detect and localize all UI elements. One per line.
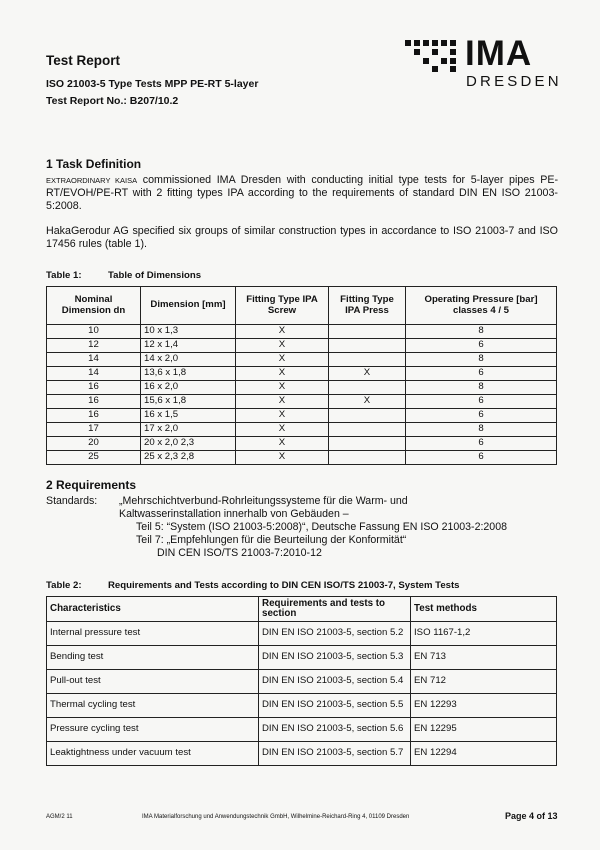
table-cell: X — [236, 325, 329, 339]
table-cell: DIN EN ISO 21003-5, section 5.4 — [259, 670, 411, 694]
table-cell: 15,6 x 1,8 — [141, 395, 236, 409]
table-cell: X — [236, 353, 329, 367]
col-characteristics: Characteristics — [47, 597, 259, 622]
table-cell — [329, 437, 406, 451]
table-row — [47, 395, 557, 409]
table-row — [47, 339, 557, 353]
report-number: Test Report No.: B207/10.2 — [46, 95, 179, 107]
table-cell: EN 713 — [411, 646, 557, 670]
table-cell: DIN EN ISO 21003-5, section 5.6 — [259, 718, 411, 742]
table-cell: 16 — [47, 409, 141, 423]
table-row — [47, 353, 557, 367]
table-cell: X — [329, 367, 406, 381]
col-requirements: Requirements and tests to section — [259, 597, 411, 622]
report-subtitle: ISO 21003-5 Type Tests MPP PE-RT 5-layer — [46, 78, 259, 90]
table-cell: EN 12293 — [411, 694, 557, 718]
table-cell: 20 — [47, 437, 141, 451]
table-cell: 20 x 2,0 2,3 — [141, 437, 236, 451]
dimensions-table — [46, 286, 557, 465]
table-cell: 8 — [406, 381, 557, 395]
table-row — [47, 670, 557, 694]
table-cell: 14 — [47, 367, 141, 381]
table-cell: DIN EN ISO 21003-5, section 5.5 — [259, 694, 411, 718]
section-1-paragraph-1 — [46, 174, 558, 213]
table-cell: X — [236, 451, 329, 465]
table-cell: X — [236, 437, 329, 451]
table-cell: 16 — [47, 395, 141, 409]
table-cell: 8 — [406, 325, 557, 339]
table-row — [47, 646, 557, 670]
table-2-label: Table 2: — [46, 580, 82, 591]
table-row — [47, 367, 557, 381]
paragraph-1-text: commissioned IMA Dresden with conducting initial type tests for 5-layer pipes PE-RT/EVOH/PE-RT with 2 fitting types IPA according to the requirements of standard DIN EN ISO 21003-5:2008. — [46, 174, 559, 212]
col-fitting-screw: Fitting Type IPA Screw — [236, 287, 329, 325]
section-1-paragraph-2: HakaGerodur AG specified six groups of similar construction types in accordance to ISO 21003-7 and ISO 17456 rules (table 1). — [46, 225, 558, 250]
table-cell: 6 — [406, 367, 557, 381]
standard-line-2: Kaltwasserinstallation innerhalb von Gebäuden – — [119, 508, 349, 520]
table-cell — [329, 339, 406, 353]
table-cell: 6 — [406, 395, 557, 409]
table-row — [47, 381, 557, 395]
table-cell: Pressure cycling test — [47, 718, 259, 742]
table-row — [47, 694, 557, 718]
col-nominal-dimension: Nominal Dimension dn — [47, 287, 141, 325]
table-cell: X — [329, 395, 406, 409]
section-1-heading: 1 Task Definition — [46, 157, 142, 171]
footer-code: AGM/2 11 — [46, 814, 73, 820]
table-cell: X — [236, 395, 329, 409]
logo-dresden-text: DRESDEN — [466, 73, 562, 90]
table-cell: X — [236, 339, 329, 353]
table-row — [47, 742, 557, 766]
table-cell: 16 x 1,5 — [141, 409, 236, 423]
standards-label: Standards: — [46, 495, 98, 507]
table-cell: Internal pressure test — [47, 622, 259, 646]
table-cell: ISO 1167-1,2 — [411, 622, 557, 646]
col-test-methods: Test methods — [411, 597, 557, 622]
table-cell — [329, 409, 406, 423]
table-cell: DIN EN ISO 21003-5, section 5.7 — [259, 742, 411, 766]
table-cell: X — [236, 409, 329, 423]
table-2-title: Requirements and Tests according to DIN CEN ISO/TS 21003-7, System Tests — [108, 580, 460, 591]
footer-address: IMA Materialforschung und Anwendungstechnik GmbH, Wilhelmine-Reichard-Ring 4, 01109 Dresden — [142, 814, 410, 820]
logo-ima-text: IMA — [465, 34, 533, 73]
table-cell: 13,6 x 1,8 — [141, 367, 236, 381]
standard-line-1: „Mehrschichtverbund-Rohrleitungssysteme für die Warm- und — [119, 495, 408, 507]
table-cell: 10 x 1,3 — [141, 325, 236, 339]
table-cell — [329, 381, 406, 395]
table-cell: 12 x 1,4 — [141, 339, 236, 353]
table-row — [47, 423, 557, 437]
table-cell — [329, 451, 406, 465]
standard-line-4: Teil 7: „Empfehlungen für die Beurteilung der Konformität“ — [136, 534, 407, 546]
table-cell: 8 — [406, 423, 557, 437]
table-row — [47, 325, 557, 339]
table-row — [47, 718, 557, 742]
table-cell: 6 — [406, 339, 557, 353]
company-name: EXTRAORDINARY KAISA — [46, 176, 138, 185]
table-cell — [329, 423, 406, 437]
table-1-title: Table of Dimensions — [108, 270, 202, 281]
table-cell: 8 — [406, 353, 557, 367]
table-cell: DIN EN ISO 21003-5, section 5.2 — [259, 622, 411, 646]
table-cell: 16 — [47, 381, 141, 395]
table-cell: 14 — [47, 353, 141, 367]
table-row — [47, 409, 557, 423]
col-dimension: Dimension [mm] — [141, 287, 236, 325]
table-cell: 6 — [406, 451, 557, 465]
table-cell: 16 x 2,0 — [141, 381, 236, 395]
table-cell: 25 — [47, 451, 141, 465]
requirements-table-body — [47, 622, 557, 766]
table-cell: Bending test — [47, 646, 259, 670]
dimensions-table-body — [47, 325, 557, 465]
table-cell: 17 — [47, 423, 141, 437]
table-cell: 14 x 2,0 — [141, 353, 236, 367]
table-cell: EN 12294 — [411, 742, 557, 766]
table-cell: DIN EN ISO 21003-5, section 5.3 — [259, 646, 411, 670]
table-cell: EN 12295 — [411, 718, 557, 742]
standard-line-3: Teil 5: “System (ISO 21003-5:2008)“, Deutsche Fassung EN ISO 21003-2:2008 — [136, 521, 507, 533]
report-title: Test Report — [46, 53, 121, 68]
table-cell: Leaktightness under vacuum test — [47, 742, 259, 766]
table-cell — [329, 353, 406, 367]
ima-logo-squares-icon — [405, 40, 463, 72]
table-cell: 12 — [47, 339, 141, 353]
col-fitting-press: Fitting Type IPA Press — [329, 287, 406, 325]
table-cell: X — [236, 367, 329, 381]
table-row — [47, 437, 557, 451]
table-cell: 17 x 2,0 — [141, 423, 236, 437]
table-cell: X — [236, 381, 329, 395]
section-2-heading: 2 Requirements — [46, 478, 137, 492]
table-row — [47, 622, 557, 646]
table-cell: 25 x 2,3 2,8 — [141, 451, 236, 465]
table-cell: 6 — [406, 437, 557, 451]
table-cell — [329, 325, 406, 339]
table-cell: 10 — [47, 325, 141, 339]
page-number: Page 4 of 13 — [505, 811, 558, 821]
requirements-table — [46, 596, 557, 766]
table-cell: Thermal cycling test — [47, 694, 259, 718]
table-cell: Pull-out test — [47, 670, 259, 694]
table-cell: EN 712 — [411, 670, 557, 694]
table-row — [47, 451, 557, 465]
table-1-label: Table 1: — [46, 270, 82, 281]
col-operating-pressure: Operating Pressure [bar] classes 4 / 5 — [406, 287, 557, 325]
table-cell: 6 — [406, 409, 557, 423]
table-cell: X — [236, 423, 329, 437]
standard-line-5: DIN CEN ISO/TS 21003-7:2010-12 — [157, 547, 322, 559]
